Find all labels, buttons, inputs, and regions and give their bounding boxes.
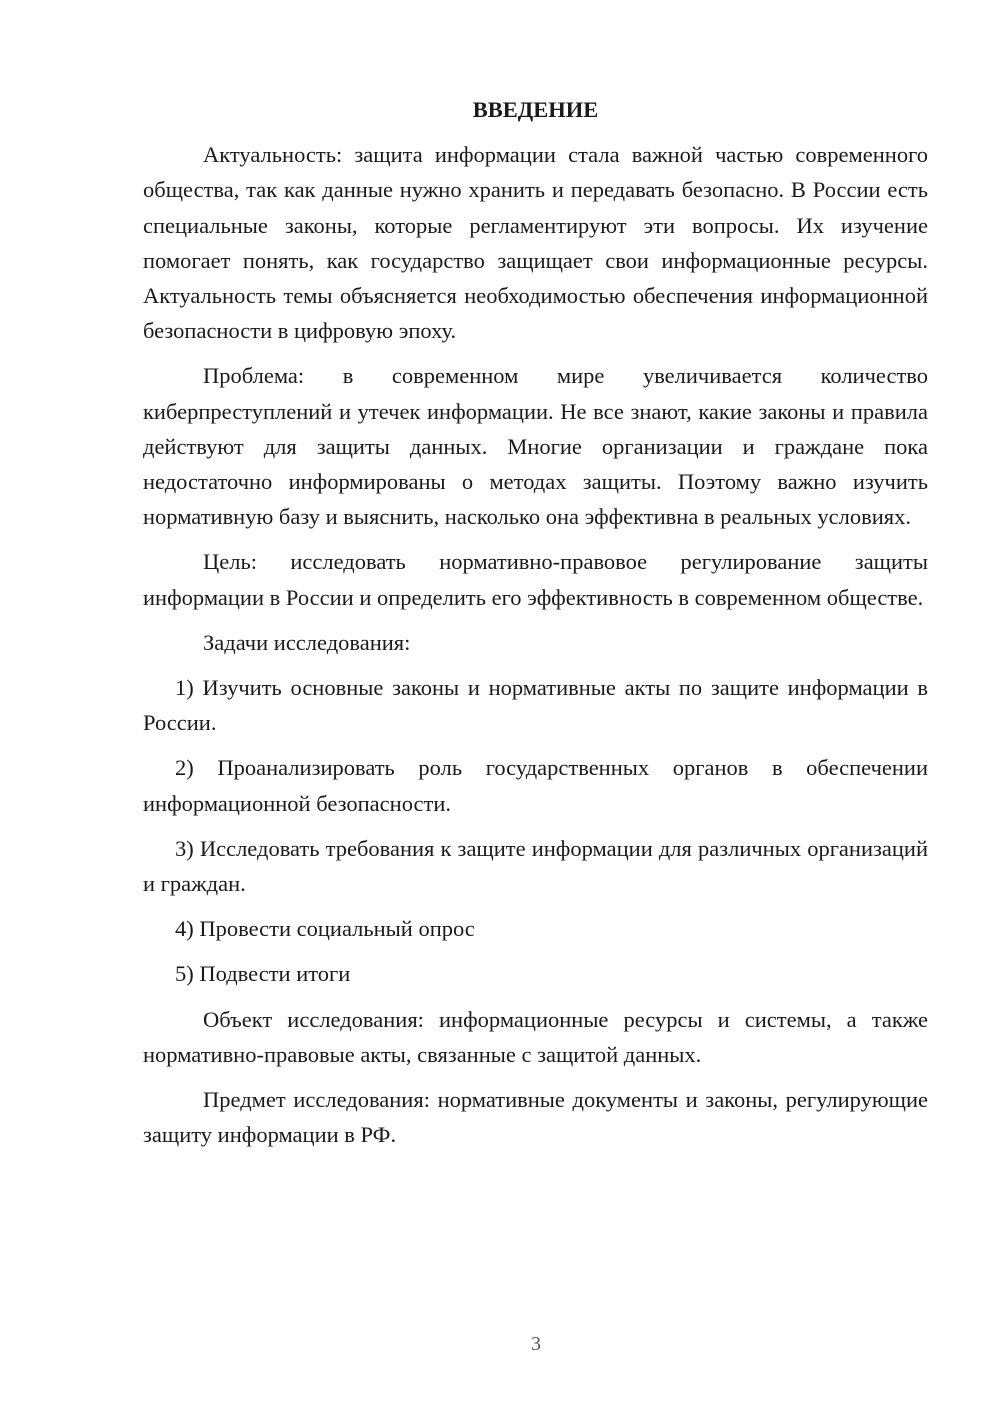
task-item-5: 5) Подвести итоги xyxy=(175,961,351,987)
task-item-1: 1) Изучить основные законы и нормативные акты по защите информации в России. xyxy=(143,675,928,736)
object-paragraph: Объект исследования: информационные ресурсы и системы, а также нормативно-правовые акты, связанные с защитой данных. xyxy=(143,1006,928,1067)
goal-paragraph: Цель: исследовать нормативно-правовое регулирование защиты информации в России и определить его эффективность в современном обществе. xyxy=(143,549,928,610)
problem-paragraph: Проблема: в современном мире увеличивается количество киберпреступлений и утечек информации. Не все знают, какие законы и правила действуют для защиты данных. Многие организации и граждане пока недостаточно информированы о методах защиты. Поэтому важно изучить нормативную базу и выяснить, насколько она эффективна в реальных условиях. xyxy=(143,363,928,530)
task-item-4: 4) Провести социальный опрос xyxy=(175,916,475,942)
task-item-2: 2) Проанализировать роль государственных органов в обеспечении информационной безопасности. xyxy=(143,755,928,816)
document-page xyxy=(143,92,928,1162)
task-item-3: 3) Исследовать требования к защите информации для различных организаций и граждан. xyxy=(143,835,928,897)
subject-paragraph: Предмет исследования: нормативные документы и законы, регулирующие защиту информации в РФ. xyxy=(143,1087,928,1148)
section-title: ВВЕДЕНИЕ xyxy=(472,97,599,122)
page-number: 3 xyxy=(531,1333,541,1355)
tasks-heading: Задачи исследования: xyxy=(203,629,411,655)
relevance-paragraph: Актуальность: защита информации стала важной частью современного общества, так как данные нужно хранить и передавать безопасно. В России есть специальные законы, которые регламентируют эти вопросы. Их изучение помогает понять, как государство защищает свои информационные ресурсы. Актуальность темы объясняется необходимостью обеспечения информационной безопасности в цифровую эпоху. xyxy=(143,142,928,344)
